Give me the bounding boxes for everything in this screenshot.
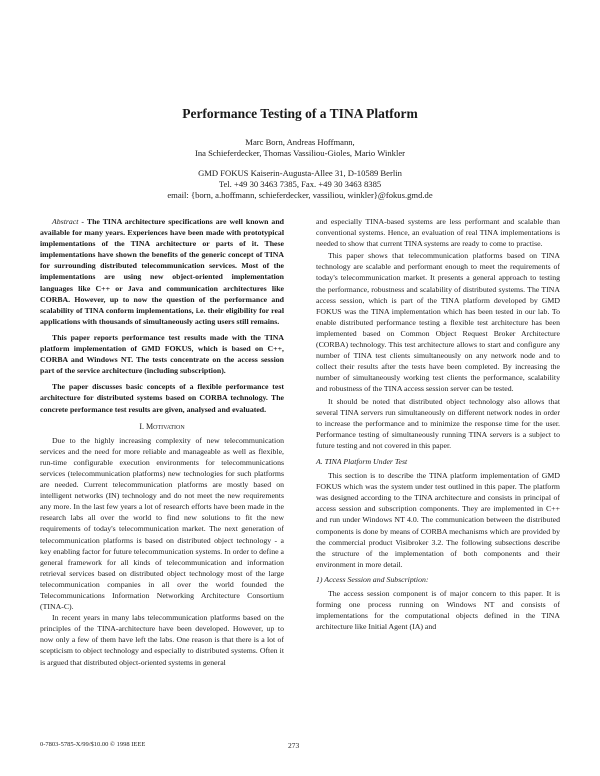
contact-email: email: {born, a.hoffmann, schieferdecker, vassiliou, winkler}@fokus.gmd.de (167, 190, 433, 200)
abstract-label: Abstract (52, 217, 79, 226)
subsection-heading: A. TINA Platform Under Test (316, 456, 408, 466)
paper-title: Performance Testing of a TINA Platform (182, 106, 418, 121)
author-line: Ina Schieferdecker, Thomas Vassiliou-Gioles, Mario Winkler (194, 148, 406, 158)
abstract-paragraph (40, 216, 284, 327)
abstract (40, 216, 284, 415)
body-paragraph: It should be noted that distributed object technology also allows that several TINA servers run simultaneously on different network nodes in order to increase the performance and to minimize the response time for the user. Performance testing of simultaneously running TINA servers is a subject to future testing and not covered in this paper. (316, 396, 560, 450)
right-column (316, 216, 560, 632)
page-number: 273 (288, 741, 300, 750)
section-heading: I. Motivation (139, 421, 185, 431)
body-paragraph: The access session component is of major concern to this paper. It is forming one process running on Windows NT and consists of implementations for the computational objects defined in the TINA architecture like Initial Agent (IA) and (316, 589, 560, 632)
left-column (40, 216, 284, 668)
abstract-paragraph: The paper discusses basic concepts of a flexible performance test architecture for distributed systems based on CORBA technology. The concrete performance test results are given, analysed and evaluated. (40, 382, 284, 414)
contact-phone-fax: Tel. +49 30 3463 7385, Fax. +49 30 3463 8385 (218, 179, 382, 189)
copyright-footer: 0-7803-5785-X/99/$10.00 © 1998 IEEE (40, 741, 146, 748)
abstract-paragraph: This paper reports performance test results made with the TINA platform implementation of GMD FOKUS, which is based on C++, CORBA and Windows NT. The tests concentrate on the access session part of the service architecture (including subscription). (40, 332, 284, 376)
body-paragraph: and especially TINA-based systems are less performant and scalable than conventional systems. Hence, an evaluation of real TINA implementations is needed to show that current TINA systems are ready to come to practise. (316, 217, 560, 249)
affiliation-block (0, 168, 600, 201)
body-paragraph: This paper shows that telecommunication platforms based on TINA technology are scalable and performant enough to meet the requirements of today's telecommunication market. It presents a general approach to testing the performance, robustness and scalability of distributed systems. The TINA access session, which is part of the TINA platform developed by GMD FOKUS was the TINA implementation which has been tested in our lab. To enable distributed performance testing a flexible test architecture has been implemented based on Common Object Request Broker Architecture (CORBA) technology. This test architecture allows to start and configure any number of TINA test clients simultaneously on any network node and to collect their results after the tests have been completed. By increasing the number of simultaneously working test clients the performance, scalability and robustness of the TINA access session server can be tested. (316, 251, 560, 394)
abstract-text: - The TINA architecture specifications are well known and available for many years. Experiences have been made with prototypical implementations of the TINA architecture or parts of it. These implementations have shown the benefits of the generic concept of TINA for surrounding distributed telecommunication services. Most of the implementations are using new object-oriented implementation languages like C++ or Java and communication architectures like CORBA. However, up to now the question of the performance and scalability of TINA conform implementations, i.e. their eligibility for real applications with thousands of simultaneously acting users still remains. (40, 217, 284, 326)
body-paragraph: Due to the highly increasing complexity of new telecommunication services and the need for more reliable and manageable as well as flexible, run-time configurable execution environments for telecommunications services (telecommunication platforms) new technologies for such platforms are needed. Current telecommunication platforms are mostly based on intelligent networks (IN) technology and do not meet the new requirements any more. In the last few years a lot of research efforts have been made in the research labs all over the world to find new solutions to fit the new requirements of today's telecommunication market. The next generation of telecommunication platforms is based on distributed object technology - a key enabling factor for future telecommunication systems. In order to define a general framework for all kinds of telecommunication and information retrieval services based on distributed object technology most of the large telecommunication companies in all over the world founded the Telecommunications Information Networking Architecture Consortium (TINA-C). (40, 435, 284, 612)
subsubsection-heading: 1) Access Session and Subscription: (316, 574, 429, 584)
author-block (0, 137, 600, 159)
author-line: Marc Born, Andreas Hoffmann, (245, 137, 355, 147)
body-paragraph: This section is to describe the TINA platform implementation of GMD FOKUS which was the system under test outlined in this paper. The platform was designed according to the TINA architecture and consists in principal of access session and subscription components. They are implemented in C++ and run under Windows NT 4.0. The communication between the distributed components is done by means of CORBA mechanisms which are provided by the commercial product Visibroker 3.2. The following subsections describe the structure of the implementation of both components and their environment in more detail. (316, 471, 560, 569)
body-paragraph: In recent years in many labs telecommunication platforms based on the principles of the TINA-architecture have been developed. However, up to now only a few of them have left the labs. One reason is that there is a lot of scepticism to object technology and especially to distributed systems. Often it is argued that distributed object-oriented systems in general (40, 613, 284, 667)
affiliation-line: GMD FOKUS Kaiserin-Augusta-Allee 31, D-10589 Berlin (198, 168, 402, 178)
